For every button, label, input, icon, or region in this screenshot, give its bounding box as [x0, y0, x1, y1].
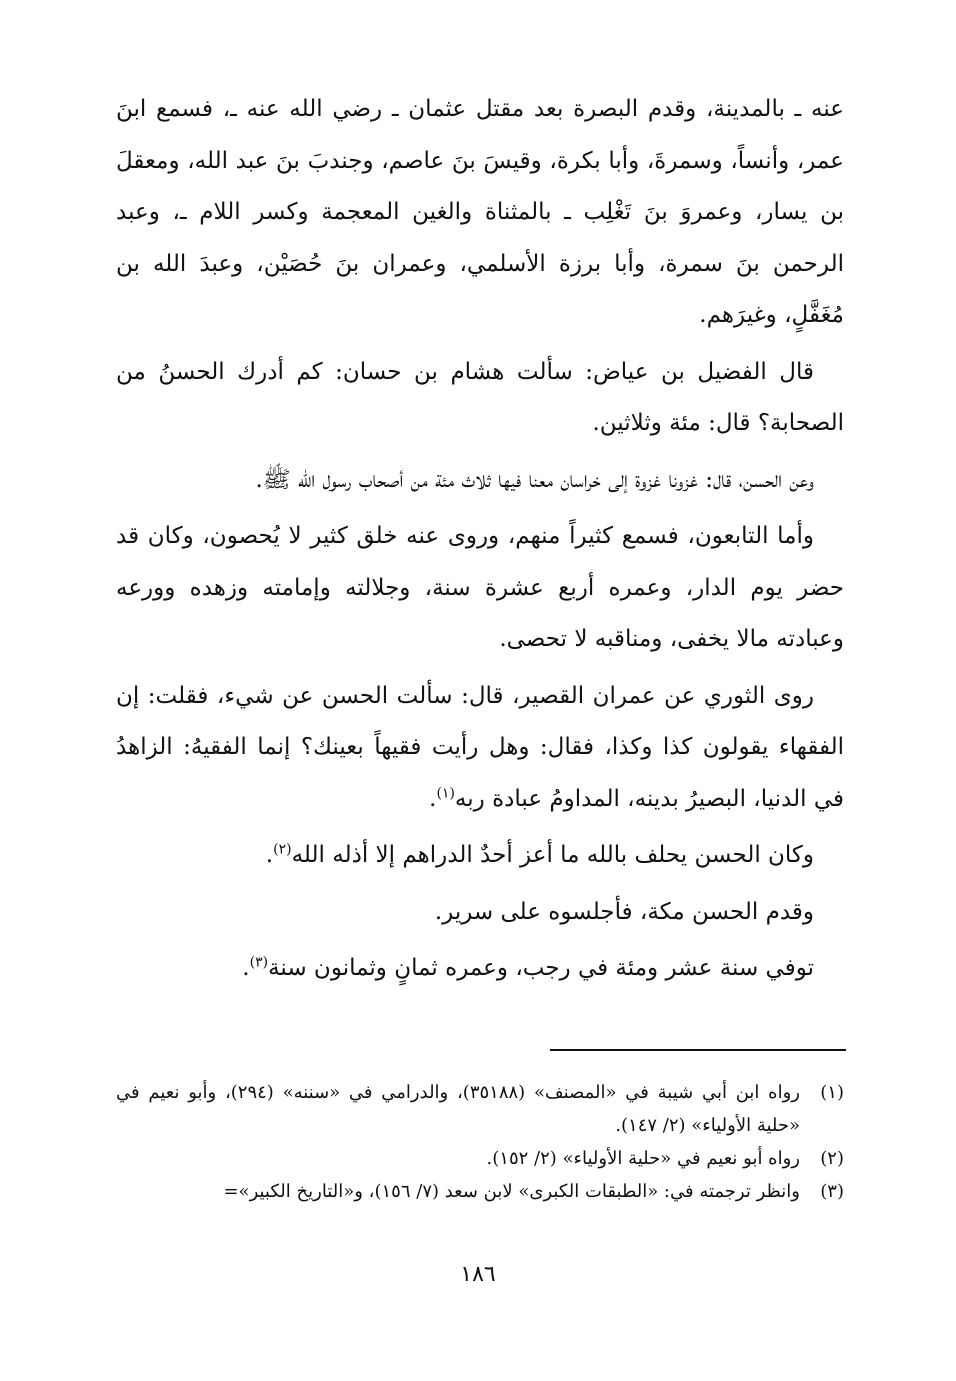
paragraph-text: وأما التابعون، فسمع كثيراً منهم، وروى عنه خلق كثير لا يُحصون، وكان قد حضر يوم الدار، وعمره أربع عشرة سنة، وجلالته وإمامته وزهده وورعه وعبادته مالا يخفى، ومناقبه لا تحصى.: [116, 523, 844, 652]
paragraph: [116, 455, 844, 507]
period: .: [429, 785, 437, 812]
footnote-ref[interactable]: (١): [436, 784, 455, 801]
footnotes: [116, 1076, 844, 1208]
footnote-number: (٣): [820, 1181, 844, 1202]
paragraph: [116, 347, 844, 450]
paragraph: [116, 671, 844, 826]
page-number: ١٨٦: [460, 1262, 496, 1287]
footnote-ref[interactable]: (٣): [249, 954, 269, 971]
paragraph: [116, 830, 844, 882]
paragraph: [116, 943, 844, 995]
paragraph-text: توفي سنة عشر ومئة في رجب، وعمره ثمانٍ وثمانون سنة: [268, 955, 814, 981]
footnote-number: (٢): [820, 1148, 844, 1169]
period: .: [242, 955, 250, 981]
footnote-item: [116, 1076, 844, 1142]
footnote-number: (١): [820, 1082, 844, 1103]
paragraph-text: وكان الحسن يحلف بالله ما أعز أحدٌ الدراهم إلا أذله الله: [291, 842, 814, 868]
paragraph-text: روى الثوري عن عمران القصير، قال: سألت الحسن عن شيء، فقلت: إن الفقهاء يقولون كذا وكذا، فقال: وهل رأيت فقيهاً بعينك؟ إنما الفقيهُ: الزاهدُ في الدنيا، البصيرُ بدينه، المداومُ عبادة ربه: [116, 682, 844, 812]
footnote-text: رواه أبو نعيم في «حلية الأولياء» (٢/ ١٥٢).: [486, 1148, 800, 1169]
footnote-ref[interactable]: (٢): [273, 841, 292, 858]
paragraph-text: وعن الحسن، قال: غزونا غزوة إلى خراسان معنا فيها ثلاث مئة من أصحاب رسول الله ﷺ.: [255, 466, 814, 493]
main-text: [116, 84, 844, 995]
paragraph: [116, 84, 844, 342]
paragraph: [116, 887, 844, 939]
footnote-text: وانظر ترجمته في: «الطبقات الكبرى» لابن سعد (٧/ ١٥٦)، و«التاريخ الكبير»=: [223, 1181, 800, 1202]
paragraph-text: قال الفضيل بن عياض: سألت هشام بن حسان: كم أدرك الحسنُ من الصحابة؟ قال: مئة وثلاثين.: [116, 358, 844, 436]
footnote-item: [116, 1175, 844, 1208]
footnote-text: رواه ابن أبي شيبة في «المصنف» (٣٥١٨٨)، والدرامي في «سننه» (٢٩٤)، وأبو نعيم في «حلية الأولياء» (٢/ ١٤٧).: [116, 1082, 800, 1136]
paragraph: [116, 511, 844, 666]
paragraph-text: وقدم الحسن مكة، فأجلسوه على سرير.: [434, 898, 814, 925]
period: .: [265, 842, 274, 868]
footnote-divider: [550, 1049, 846, 1051]
paragraph-text: عنه ـ بالمدينة، وقدم البصرة بعد مقتل عثمان ـ رضي الله عنه ـ، فسمع ابنَ عمر، وأنساً، وسمرةَ، وأبا بكرة، وقيسَ بنَ عاصم، وجندبَ بنَ عبد الله، ومعقلَ بن يسار، وعمروَ بنَ تَغْلِب ـ بالمثناة والغين المعجمة وكسر اللام ـ، وعبد الرحمن بنَ سمرة، وأبا برزة الأسلمي، وعمران بنَ حُصَيْن، وعبدَ الله بن مُغَفَّلٍ، وغيرَهم.: [116, 96, 844, 328]
footnote-item: [116, 1142, 844, 1175]
